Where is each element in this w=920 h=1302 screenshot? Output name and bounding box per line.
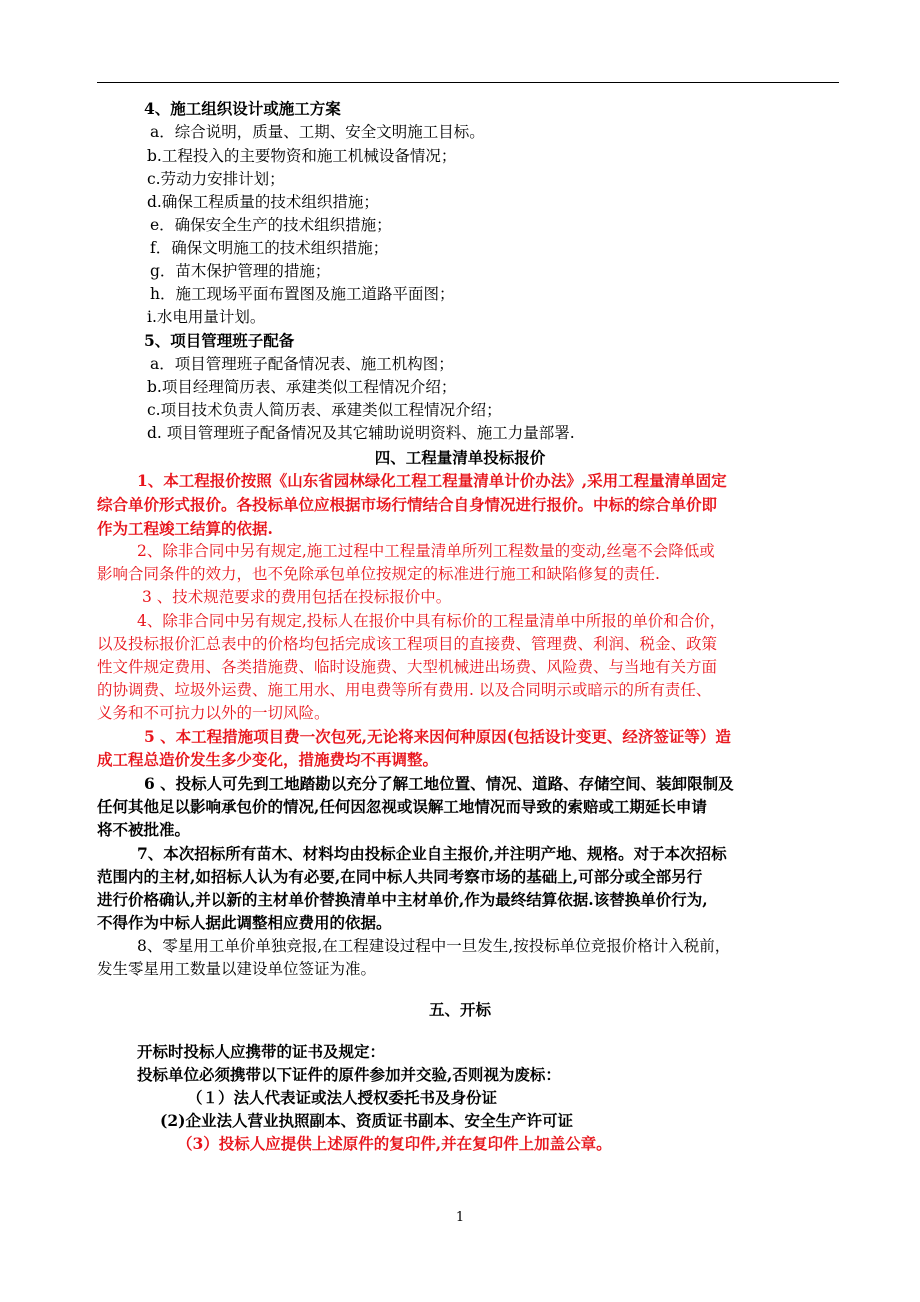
section-4-heading: 4、施工组织设计或施工方案 <box>144 99 341 118</box>
opening-intro: 开标时投标人应携带的证书及规定： <box>137 1042 386 1061</box>
section-4-item: g．苗木保护管理的措施； <box>150 262 331 280</box>
clause-2-line: 影响合同条件的效力，也不免除承包单位按规定的标准进行施工和缺陷修复的责任. <box>97 565 660 583</box>
section-4-item: a．综合说明，质量、工期、安全文明施工目标。 <box>150 123 485 141</box>
clause-1-line: 综合单价形式报价。各投标单位应根据市场行情结合自身情况进行报价。中标的综合单价即 <box>97 495 718 514</box>
section-4-item: i.水电用量计划。 <box>147 308 266 326</box>
clause-4-line: 以及投标报价汇总表中的价格均包括完成该工程项目的直接费、管理费、利润、税金、政策 <box>97 635 718 653</box>
opening-requirement: 投标单位必须携带以下证件的原件参加并交验,否则视为废标： <box>137 1065 561 1084</box>
section-4-item: d.确保工程质量的技术组织措施； <box>147 193 379 211</box>
opening-item-1: （１）法人代表证或法人授权委托书及身份证 <box>187 1088 498 1107</box>
part-5-title: 五、开标 <box>428 1000 491 1019</box>
clause-5-line: 5 、本工程措施项目费一次包死,无论将来因何种原因(包括设计变更、经济签证等）造 <box>144 727 731 746</box>
clause-1-line: 1、本工程报价按照《山东省园林绿化工程工程量清单计价办法》,采用工程量清单固定 <box>137 471 727 490</box>
clause-5-line: 成工程总造价发生多少变化，措施费均不再调整。 <box>97 750 439 769</box>
section-5-item: c.项目技术负责人简历表、承建类似工程情况介绍； <box>147 401 502 419</box>
section-4-item: f．确保文明施工的技术组织措施； <box>150 239 389 257</box>
section-5-item: b.项目经理简历表、承建类似工程情况介绍； <box>147 378 457 396</box>
clause-4-line: 义务和不可抗力以外的一切风险。 <box>97 704 330 722</box>
clause-7-line: 进行价格确认,并以新的主材单价替换清单中主材单价,作为最终结算依据.该替换单价行为, <box>97 890 708 909</box>
section-4-item: b.工程投入的主要物资和施工机械设备情况； <box>147 147 457 165</box>
opening-item-2: (2)企业法人营业执照副本、资质证书副本、安全生产许可证 <box>160 1111 573 1130</box>
clause-4-line: 4、除非合同中另有规定,投标人在报价中具有标价的工程量清单中所报的单价和合价， <box>137 612 726 630</box>
section-4-item: e．确保安全生产的技术组织措施； <box>150 216 392 234</box>
page-number: 1 <box>455 1210 465 1225</box>
section-5-item: a．项目管理班子配备情况表、施工机构图； <box>150 355 454 373</box>
clause-7-line: 范围内的主材,如招标人认为有必要,在同中标人共同考察市场的基础上,可部分或全部另行 <box>97 867 703 886</box>
clause-6-line: 将不被批准。 <box>97 820 191 839</box>
clause-4-line: 的协调费、垃圾外运费、施工用水、用电费等所有费用. 以及合同明示或暗示的所有责任、 <box>97 681 712 699</box>
clause-6-line: 任何其他足以影响承包价的情况,任何因忽视或误解工地情况而导致的索赔或工期延长申请 <box>97 797 707 816</box>
clause-8-line: 8、零星用工单价单独竞报,在工程建设过程中一旦发生,按投标单位竞报价格计入税前， <box>137 937 731 955</box>
section-4-item: h．施工现场平面布置图及施工道路平面图； <box>150 285 455 303</box>
clause-8-line: 发生零星用工数量以建设单位签证为准。 <box>97 960 377 978</box>
section-5-heading: 5、项目管理班子配备 <box>144 331 295 350</box>
clause-4-line: 性文件规定费用、各类措施费、临时设施费、大型机械进出场费、风险费、与当地有关方面 <box>97 658 718 676</box>
clause-7-line: 7、本次招标所有苗木、材料均由投标企业自主报价,并注明产地、规格。对于本次招标 <box>137 844 727 863</box>
clause-7-line: 不得作为中标人据此调整相应费用的依据。 <box>97 913 392 932</box>
clause-2-line: 2、除非合同中另有规定,施工过程中工程量清单所列工程数量的变动,丝毫不会降低或 <box>137 542 715 560</box>
clause-1-line: 作为工程竣工结算的依据. <box>97 519 273 538</box>
clause-3-line: 3 、技术规范要求的费用包括在投标报价中。 <box>142 588 452 606</box>
part-4-title: 四、工程量清单投标报价 <box>374 448 546 467</box>
section-4-item: c.劳动力安排计划； <box>147 170 285 188</box>
clause-6-line: 6 、投标人可先到工地踏勘以充分了解工地位置、情况、道路、存储空间、装卸限制及 <box>144 774 734 793</box>
opening-item-3: （3）投标人应提供上述原件的复印件,并在复印件上加盖公章。 <box>177 1134 612 1153</box>
header-rule <box>97 82 839 83</box>
section-5-item: d. 项目管理班子配备情况及其它辅助说明资料、施工力量部署. <box>147 424 575 442</box>
